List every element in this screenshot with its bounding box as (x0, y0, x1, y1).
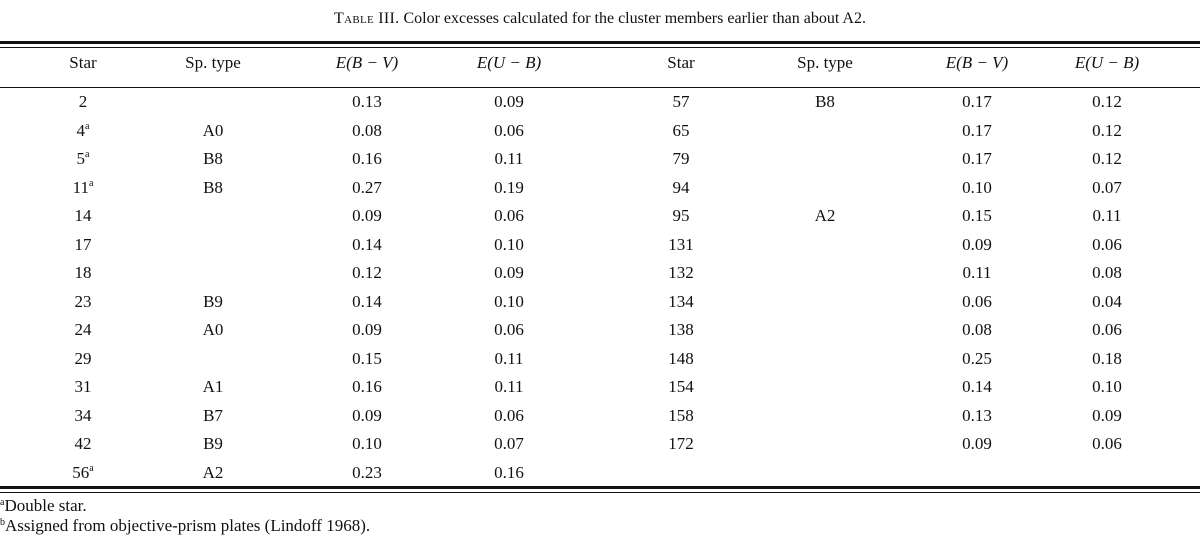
left-sptype-cell (138, 174, 288, 202)
left-eub-cell (434, 316, 584, 344)
right-eub-cell-text: 0.04 (1092, 291, 1122, 311)
header-eub-right-text: E(U − B) (1074, 53, 1140, 72)
left-star-cell (8, 316, 158, 344)
left-ebv-cell (292, 288, 442, 316)
left-star-cell-footnote-mark: a (89, 462, 94, 474)
table-caption (0, 10, 1200, 28)
right-star-cell-text: 134 (668, 291, 694, 311)
left-star-cell (8, 117, 158, 145)
right-eub-cell-text: 0.07 (1092, 177, 1122, 197)
left-eub-cell (434, 402, 584, 430)
right-ebv-cell-text: 0.13 (962, 405, 992, 425)
left-star-cell-text: 34 (74, 405, 92, 425)
left-star-cell-text: 18 (74, 263, 92, 282)
left-ebv-cell-text: 0.16 (352, 149, 382, 168)
caption-text: Color excesses calculated for the cluster members earlier than about A2. (403, 10, 866, 27)
right-ebv-cell (902, 231, 1052, 259)
left-eub-cell (434, 145, 584, 173)
right-eub-cell-text: 0.06 (1092, 320, 1122, 339)
right-star-cell-text: 57 (672, 92, 690, 111)
left-eub-cell-text: 0.11 (494, 348, 524, 368)
right-ebv-cell (902, 174, 1052, 202)
left-ebv-cell-text: 0.15 (352, 348, 382, 368)
right-ebv-cell (902, 117, 1052, 145)
right-ebv-cell-text: 0.17 (962, 120, 992, 140)
left-eub-cell (434, 288, 584, 316)
right-ebv-cell-text: 0.09 (962, 434, 992, 453)
left-eub-cell-text: 0.06 (494, 320, 524, 339)
right-ebv-cell (902, 288, 1052, 316)
left-ebv-cell (292, 345, 442, 373)
header-eub-right (1032, 53, 1182, 73)
table-label: Table III. (334, 10, 400, 27)
left-star-cell-text: 24 (74, 320, 92, 339)
right-eub-cell-text: 0.06 (1092, 434, 1122, 453)
right-ebv-cell-text: 0.11 (962, 263, 992, 282)
left-sptype-cell (138, 316, 288, 344)
left-ebv-cell (292, 88, 442, 116)
right-ebv-cell-text: 0.14 (962, 377, 992, 396)
left-ebv-cell-text: 0.12 (352, 263, 382, 282)
top-rule-thick (0, 41, 1200, 44)
right-eub-cell (1032, 117, 1182, 145)
left-star-cell-text: 14 (74, 206, 92, 225)
header-ebv-right-text: E(B − V) (945, 53, 1009, 72)
right-sptype-cell (750, 202, 900, 230)
left-ebv-cell-text: 0.10 (352, 434, 382, 453)
left-sptype-cell (138, 373, 288, 401)
left-star-cell (8, 88, 158, 116)
left-ebv-cell (292, 231, 442, 259)
right-ebv-cell-text: 0.17 (962, 149, 992, 168)
left-eub-cell (434, 345, 584, 373)
right-star-cell-text: 95 (672, 206, 690, 225)
right-eub-cell (1032, 373, 1182, 401)
left-ebv-cell (292, 316, 442, 344)
left-ebv-cell (292, 174, 442, 202)
left-sptype-cell (138, 459, 288, 487)
footnote-a-text: Double star. (4, 496, 87, 515)
right-star-cell (606, 316, 756, 344)
left-sptype-cell (138, 117, 288, 145)
left-star-cell-text: 29 (74, 348, 92, 368)
left-eub-cell-text: 0.11 (494, 149, 524, 168)
header-star-left: Star (69, 53, 97, 72)
bottom-rule-thin (0, 492, 1200, 493)
left-eub-cell-text: 0.09 (494, 263, 524, 282)
left-star-cell (8, 202, 158, 230)
left-sptype-cell (138, 430, 288, 458)
right-eub-cell (1032, 88, 1182, 116)
footnote-b (0, 516, 370, 536)
right-ebv-cell (902, 373, 1052, 401)
left-eub-cell-text: 0.11 (494, 377, 524, 396)
left-eub-cell-text: 0.16 (494, 462, 524, 482)
right-eub-cell (1032, 174, 1182, 202)
right-star-cell (606, 231, 756, 259)
right-star-cell-text: 65 (672, 120, 690, 140)
header-sptype-left: Sp. type (185, 53, 241, 72)
right-star-cell (606, 202, 756, 230)
right-star-cell (606, 259, 756, 287)
right-star-cell-text: 138 (668, 320, 694, 339)
right-star-cell (606, 430, 756, 458)
left-eub-cell (434, 231, 584, 259)
left-eub-cell (434, 202, 584, 230)
left-eub-cell (434, 117, 584, 145)
left-ebv-cell (292, 145, 442, 173)
right-star-cell-text: 158 (668, 405, 694, 425)
right-eub-cell (1032, 259, 1182, 287)
right-ebv-cell-text: 0.08 (962, 320, 992, 339)
left-ebv-cell-text: 0.14 (352, 291, 382, 311)
right-star-cell-text: 94 (672, 177, 690, 197)
right-sptype-cell-text: A2 (814, 206, 836, 225)
right-ebv-cell-text: 0.09 (962, 234, 992, 254)
left-sptype-cell-text: B9 (203, 434, 223, 453)
right-eub-cell (1032, 145, 1182, 173)
right-star-cell (606, 174, 756, 202)
right-ebv-cell-text: 0.17 (962, 92, 992, 111)
left-star-cell-text: 17 (74, 234, 92, 254)
left-eub-cell-text: 0.06 (494, 405, 524, 425)
right-sptype-cell-text: B8 (815, 92, 835, 111)
left-star-cell-text: 31 (74, 377, 92, 396)
right-ebv-cell (902, 145, 1052, 173)
left-ebv-cell (292, 373, 442, 401)
right-eub-cell-text: 0.06 (1092, 234, 1122, 254)
left-star-cell-text: 42 (74, 434, 92, 453)
left-star-cell (8, 231, 158, 259)
right-star-cell-text: 132 (668, 263, 694, 282)
left-sptype-cell-text: A1 (202, 377, 224, 396)
right-eub-cell-text: 0.08 (1092, 263, 1122, 282)
left-ebv-cell-text: 0.13 (352, 92, 382, 111)
header-ebv-left-text: E(B − V) (335, 53, 399, 72)
left-ebv-cell (292, 259, 442, 287)
left-star-cell (8, 288, 158, 316)
left-star-cell (8, 259, 158, 287)
left-ebv-cell (292, 202, 442, 230)
left-eub-cell-text: 0.19 (494, 177, 524, 197)
left-eub-cell-text: 0.10 (494, 291, 524, 311)
left-sptype-cell-text: A2 (202, 462, 224, 482)
left-star-cell (8, 345, 158, 373)
left-eub-cell (434, 459, 584, 487)
left-eub-cell-text: 0.10 (494, 234, 524, 254)
right-star-cell-text: 154 (668, 377, 694, 396)
left-star-cell-text: 56 (72, 462, 90, 482)
left-sptype-cell (138, 145, 288, 173)
left-star-cell (8, 430, 158, 458)
left-eub-cell (434, 373, 584, 401)
left-ebv-cell (292, 430, 442, 458)
right-ebv-cell (902, 430, 1052, 458)
left-star-cell-text: 2 (78, 92, 88, 111)
right-eub-cell (1032, 345, 1182, 373)
right-eub-cell-text: 0.09 (1092, 405, 1122, 425)
footnote-b-text: Assigned from objective-prism plates (Lindoff 1968). (5, 516, 371, 535)
right-ebv-cell-text: 0.15 (962, 206, 992, 225)
left-sptype-cell-text: A0 (202, 320, 224, 339)
right-eub-cell-text: 0.11 (1092, 206, 1122, 225)
right-ebv-cell-text: 0.25 (962, 348, 992, 368)
top-rule-thin (0, 47, 1200, 48)
right-star-cell (606, 345, 756, 373)
right-star-cell-text: 172 (668, 434, 694, 453)
left-eub-cell (434, 259, 584, 287)
right-eub-cell-text: 0.12 (1092, 92, 1122, 111)
right-ebv-cell (902, 88, 1052, 116)
header-sptype-right: Sp. type (797, 53, 853, 72)
right-eub-cell-text: 0.12 (1092, 120, 1122, 140)
header-ebv-left (292, 53, 442, 73)
footnote-a (0, 496, 370, 516)
right-ebv-cell (902, 259, 1052, 287)
left-star-cell-footnote-mark: a (85, 149, 90, 160)
right-star-cell (606, 88, 756, 116)
left-ebv-cell (292, 117, 442, 145)
footnotes (0, 496, 370, 536)
right-eub-cell-text: 0.18 (1092, 348, 1122, 368)
header-ebv-right (902, 53, 1052, 73)
left-eub-cell-text: 0.06 (494, 120, 524, 140)
left-star-cell-text: 23 (74, 291, 92, 311)
left-star-cell-text: 4 (76, 120, 86, 140)
header-star-right: Star (667, 53, 695, 72)
right-ebv-cell-text: 0.06 (962, 291, 992, 311)
left-sptype-cell-text: B8 (203, 177, 223, 197)
right-star-cell-text: 148 (668, 348, 694, 368)
right-eub-cell (1032, 231, 1182, 259)
right-star-cell-text: 79 (672, 149, 690, 168)
left-ebv-cell-text: 0.08 (352, 120, 382, 140)
right-star-cell (606, 288, 756, 316)
right-eub-cell (1032, 288, 1182, 316)
left-ebv-cell-text: 0.09 (352, 206, 382, 225)
right-ebv-cell (902, 345, 1052, 373)
left-eub-cell-text: 0.06 (494, 206, 524, 225)
left-star-cell (8, 402, 158, 430)
left-sptype-cell (138, 288, 288, 316)
left-ebv-cell-text: 0.09 (352, 405, 382, 425)
header-eub-left-text: E(U − B) (476, 53, 542, 72)
left-ebv-cell-text: 0.09 (352, 320, 382, 339)
footnote-b-mark: b (0, 517, 5, 528)
right-eub-cell-text: 0.10 (1092, 377, 1122, 396)
left-eub-cell-text: 0.07 (494, 434, 524, 453)
header-eub-left (434, 53, 584, 73)
left-eub-cell-text: 0.09 (494, 92, 524, 111)
right-eub-cell (1032, 430, 1182, 458)
left-star-cell-footnote-mark: a (85, 120, 90, 132)
left-sptype-cell-text: A0 (202, 120, 224, 140)
left-ebv-cell-text: 0.27 (352, 177, 382, 197)
left-sptype-cell (138, 402, 288, 430)
right-sptype-cell (750, 88, 900, 116)
left-ebv-cell-text: 0.16 (352, 377, 382, 396)
right-star-cell-text: 131 (668, 234, 694, 254)
left-ebv-cell (292, 459, 442, 487)
left-sptype-cell-text: B8 (203, 149, 223, 168)
left-star-cell (8, 145, 158, 173)
left-star-cell (8, 459, 158, 487)
left-star-cell (8, 373, 158, 401)
right-ebv-cell-text: 0.10 (962, 177, 992, 197)
right-eub-cell (1032, 202, 1182, 230)
left-star-cell-text: 5 (76, 149, 86, 168)
left-eub-cell (434, 174, 584, 202)
left-sptype-cell-text: B7 (203, 405, 223, 425)
left-ebv-cell-text: 0.23 (352, 462, 382, 482)
left-star-cell-footnote-mark: a (88, 177, 94, 189)
right-ebv-cell (902, 402, 1052, 430)
right-ebv-cell (902, 202, 1052, 230)
left-sptype-cell-text: B9 (203, 291, 223, 311)
right-eub-cell (1032, 402, 1182, 430)
left-eub-cell (434, 88, 584, 116)
right-star-cell (606, 373, 756, 401)
right-eub-cell-text: 0.12 (1092, 149, 1122, 168)
right-eub-cell (1032, 316, 1182, 344)
right-ebv-cell (902, 316, 1052, 344)
left-ebv-cell (292, 402, 442, 430)
left-star-cell (8, 174, 158, 202)
right-star-cell (606, 117, 756, 145)
right-star-cell (606, 402, 756, 430)
footnote-a-mark: a (0, 497, 5, 508)
right-star-cell (606, 145, 756, 173)
left-star-cell-text: 11 (72, 177, 89, 197)
left-ebv-cell-text: 0.14 (352, 234, 382, 254)
left-eub-cell (434, 430, 584, 458)
